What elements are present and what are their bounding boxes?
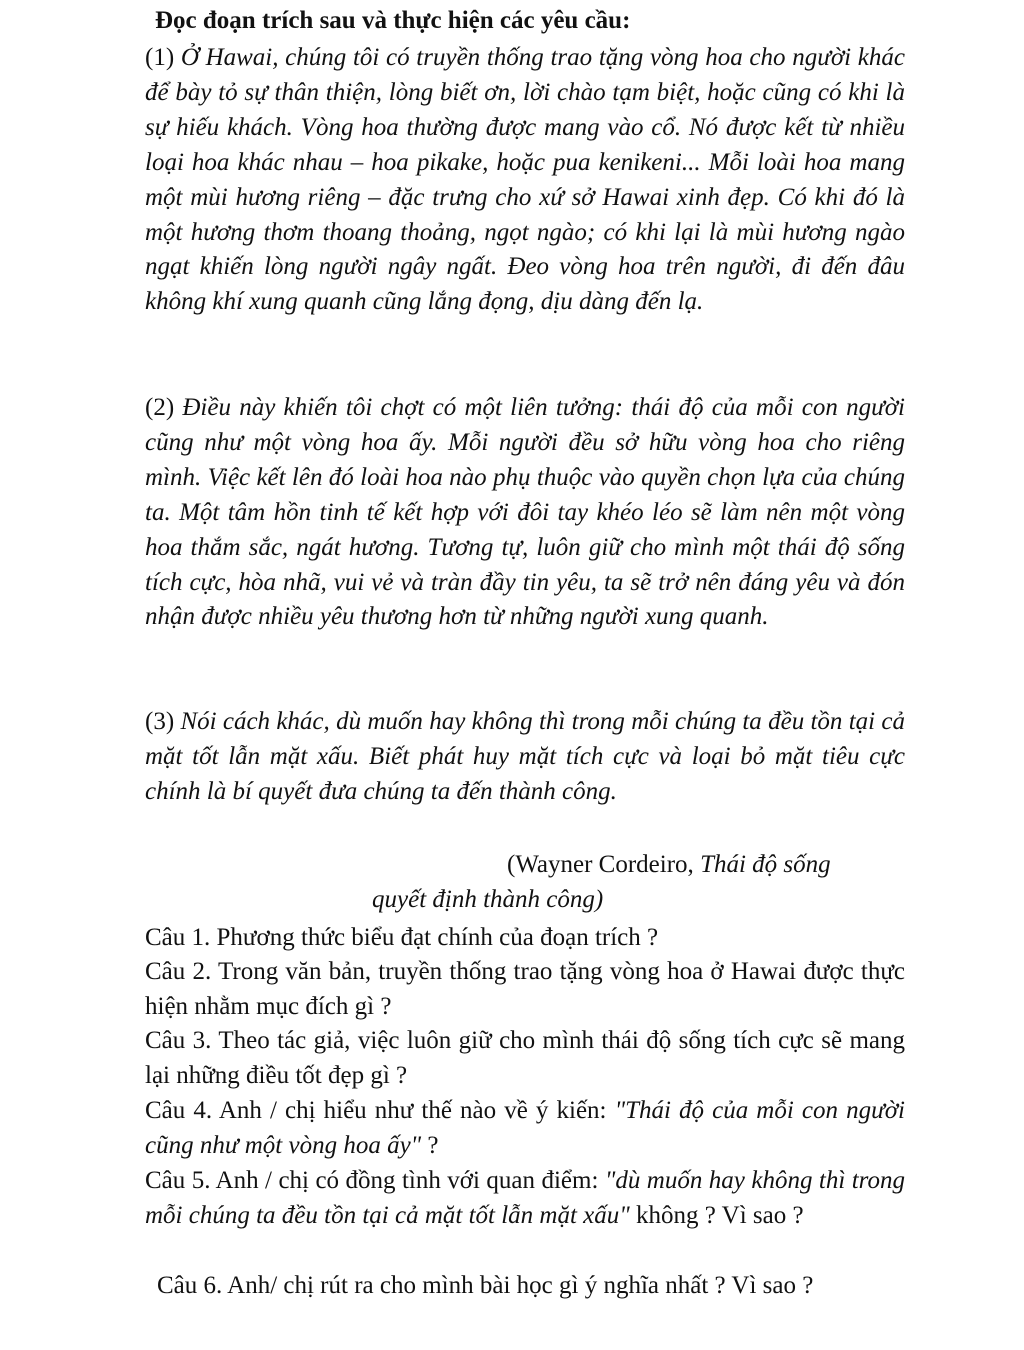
paragraph-number: (1) — [145, 44, 175, 71]
paragraph-number: (2) — [145, 394, 175, 421]
citation-line-1 — [507, 848, 831, 882]
paragraph-number: (3) — [145, 708, 175, 735]
citation-line-2 — [372, 883, 603, 917]
question-4-quote: "Thái độ của mỗi con người cũng như một vòng hoa ấy" — [145, 1097, 906, 1159]
question-2: Câu 2. Trong văn bản, truyền thống trao tặng vòng hoa ở Hawai được thực hiện nhằm mục đích gì ? — [145, 958, 905, 1020]
document-heading: Đọc đoạn trích sau và thực hiện các yêu cầu: — [155, 7, 631, 34]
question-5-prefix: Câu 5. Anh / chị có đồng tình với quan điểm: — [145, 1167, 605, 1194]
citation-author: (Wayner Cordeiro, — [507, 851, 701, 878]
question-4-suffix: ? — [421, 1131, 439, 1159]
citation-title-part-2: quyết định thành công — [372, 886, 595, 913]
paragraph-text: Ở Hawai, chúng tôi có truyền thống trao tặng vòng hoa cho người khác để bày tỏ sự thân thiện, lòng biết ơn, lời chào tạm biệt, hoặc cũng có khi là sự hiếu khách. Vòng hoa thường được mang vào cổ. Nó được kết từ nhiều loại hoa khác nhau – hoa pikake, hoặc pua kenikeni... Mỗi loài hoa mang một mùi hương riêng – đặc trưng cho xứ sở Hawai xinh đẹp. Có khi đó là một hương thơm thoang thoảng, ngọt ngào; có khi lại là mùi hương ngào ngạt khiến lòng người ngây ngất. Đeo vòng hoa trên người, đi đến đâu không khí xung quanh cũng lắng đọng, dịu dàng đến lạ. — [145, 44, 905, 316]
passage-paragraph-2 — [145, 391, 905, 635]
question-4 — [145, 1094, 905, 1163]
passage-paragraph-3 — [145, 705, 905, 810]
question-4-prefix: Câu 4. Anh / chị hiểu như thế nào về ý kiến: — [145, 1097, 615, 1124]
paragraph-text: Điều này khiến tôi chợt có một liên tưởng: thái độ của mỗi con người cũng như một vòng hoa ấy. Mỗi người đều sở hữu vòng hoa cho riêng mình. Việc kết lên đó loài hoa nào phụ thuộc vào quyền chọn lựa của chúng ta. Một tâm hồn tinh tế kết hợp với đôi tay khéo léo sẽ làm nên một vòng hoa thắm sắc, ngát hương. Tương tự, luôn giữ cho mình một thái độ sống tích cực, hòa nhã, vui vẻ và tràn đầy tin yêu, ta sẽ trở nên đáng yêu và đón nhận được nhiều yêu thương hơn từ những người xung quanh. — [145, 394, 905, 631]
question-3: Câu 3. Theo tác giả, việc luôn giữ cho mình thái độ sống tích cực sẽ mang lại những điều tốt đẹp gì ? — [145, 1027, 905, 1089]
question-6: Câu 6. Anh/ chị rút ra cho mình bài học gì ý nghĩa nhất ? Vì sao ? — [157, 1272, 814, 1299]
passage-paragraph-1 — [145, 41, 905, 320]
question-5 — [145, 1164, 905, 1233]
question-5-suffix: không ? Vì sao ? — [629, 1201, 804, 1229]
paragraph-text: Nói cách khác, dù muốn hay không thì trong mỗi chúng ta đều tồn tại cả mặt tốt lẫn mặt xấu. Biết phát huy mặt tích cực và loại bỏ mặt tiêu cực chính là bí quyết đưa chúng ta đến thành công. — [145, 708, 905, 805]
citation-title-part-1: Thái độ sống — [700, 851, 831, 878]
citation-close: ) — [594, 886, 604, 913]
question-1: Câu 1. Phương thức biểu đạt chính của đoạn trích ? — [145, 924, 659, 951]
question-5-quote: "dù muốn hay không thì trong mỗi chúng ta đều tồn tại cả mặt tốt lẫn mặt xấu" — [145, 1167, 905, 1229]
